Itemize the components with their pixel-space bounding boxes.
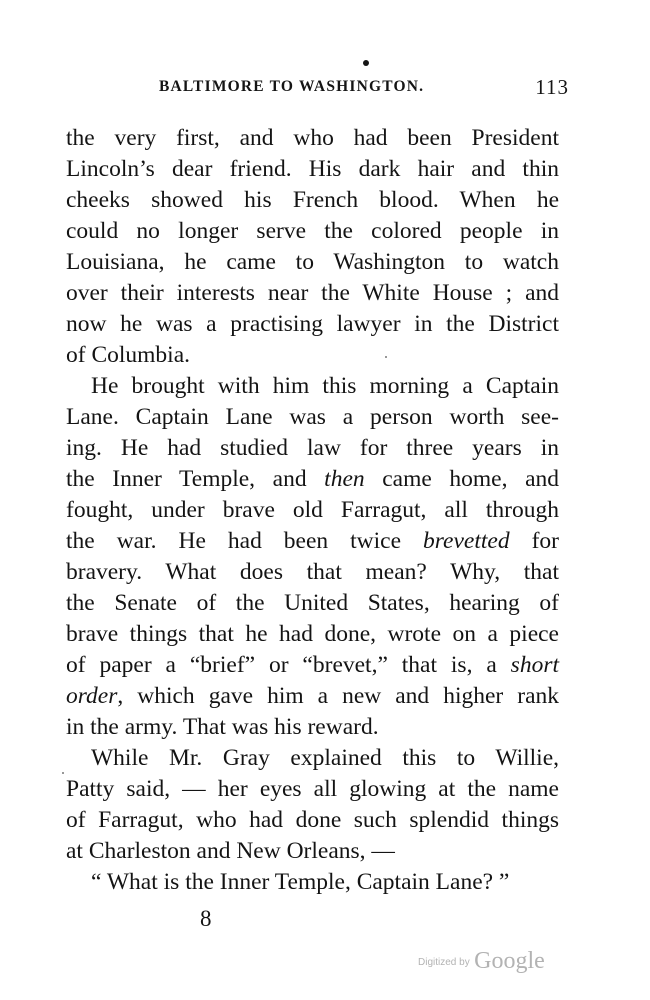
paragraph-3 bbox=[66, 743, 559, 867]
italic-word: short bbox=[510, 652, 559, 678]
text-line: the Senate of the United States, hearing of bbox=[66, 590, 559, 616]
watermark-prefix: Digitized by bbox=[418, 957, 470, 968]
page-number: 113 bbox=[535, 75, 569, 99]
text-line: Lane. Captain Lane was a person worth see- bbox=[66, 404, 559, 430]
text-line: of Farragut, who had done such splendid things bbox=[66, 807, 559, 833]
text-line: could no longer serve the colored people in bbox=[66, 218, 559, 244]
signature-mark: 8 bbox=[200, 906, 212, 931]
running-head bbox=[159, 75, 569, 104]
paragraph-4 bbox=[66, 867, 559, 898]
text-line: brave things that he had done, wrote on a piece bbox=[66, 621, 559, 647]
text-line: Louisiana, he came to Washington to watch bbox=[66, 249, 559, 275]
ornament-dot bbox=[363, 60, 369, 66]
running-title: BALTIMORE TO WASHINGTON. bbox=[159, 78, 425, 95]
paragraph-1 bbox=[66, 123, 559, 371]
text-line: ing. He had studied law for three years in bbox=[66, 435, 559, 461]
text-line: cheeks showed his French blood. When he bbox=[66, 187, 559, 213]
text-line: of Columbia. bbox=[66, 342, 191, 368]
italic-word: order bbox=[66, 683, 118, 709]
text-line: now he was a practising lawyer in the District bbox=[66, 311, 559, 337]
text-line: the very first, and who had been President bbox=[66, 125, 559, 151]
scan-speck bbox=[62, 772, 64, 774]
text-line: While Mr. Gray explained this to Willie, bbox=[91, 745, 559, 771]
text-line: at Charleston and New Orleans, — bbox=[66, 838, 395, 864]
digitized-watermark bbox=[418, 948, 545, 975]
scan-speck bbox=[385, 356, 387, 358]
text-line: order, which gave him a new and higher rank bbox=[66, 683, 559, 709]
text-line: in the army. That was his reward. bbox=[66, 714, 379, 740]
text-line: Patty said, — her eyes all glowing at the name bbox=[66, 776, 559, 802]
text-line: over their interests near the White House ; and bbox=[66, 280, 559, 306]
text-line: He brought with him this morning a Captain bbox=[91, 373, 559, 399]
text-line: the war. He had been twice brevetted for bbox=[66, 528, 559, 554]
italic-word: brevetted bbox=[423, 528, 510, 554]
italic-word: then bbox=[324, 466, 365, 492]
body-text bbox=[66, 123, 559, 898]
text-line: bravery. What does that mean? Why, that bbox=[66, 559, 559, 585]
text-line: the Inner Temple, and then came home, and bbox=[66, 466, 559, 492]
text-line: “ What is the Inner Temple, Captain Lane? ” bbox=[91, 869, 510, 895]
paragraph-2 bbox=[66, 371, 559, 743]
google-logo: Google bbox=[474, 948, 545, 974]
text-line: Lincoln’s dear friend. His dark hair and thin bbox=[66, 156, 559, 182]
text-line: of paper a “brief” or “brevet,” that is, a short bbox=[66, 652, 559, 678]
text-line: fought, under brave old Farragut, all through bbox=[66, 497, 559, 523]
